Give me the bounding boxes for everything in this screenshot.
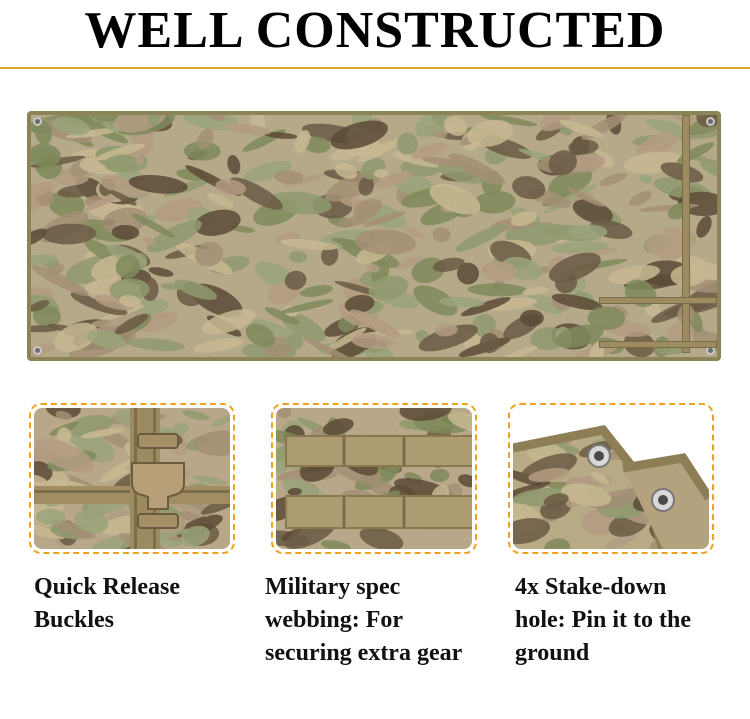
grommet-icon — [706, 117, 715, 126]
mat-product-image — [27, 111, 721, 361]
grommet-icon — [33, 346, 42, 355]
camo-pattern — [31, 115, 717, 357]
feature-caption-stake-holes: 4x Stake-down hole: Pin it to the ground — [515, 574, 691, 666]
webbing-photo-icon — [276, 408, 472, 549]
buckle-photo-icon — [34, 408, 230, 549]
webbing-strap — [682, 115, 690, 353]
grommet-photo-icon — [513, 408, 709, 549]
feature-caption-buckles: Quick Release Buckles — [34, 574, 180, 633]
page-title: WELL CONSTRUCTED — [84, 2, 666, 59]
buckle-thumbnail — [29, 403, 235, 554]
title-divider — [0, 67, 750, 69]
buckle-strap — [599, 341, 717, 348]
buckle-strap — [599, 297, 717, 304]
feature-caption-webbing: Military spec webbing: For securing extra gear — [265, 574, 463, 666]
grommet-icon — [33, 117, 42, 126]
webbing-thumbnail — [271, 403, 477, 554]
grommet-thumbnail — [508, 403, 714, 554]
